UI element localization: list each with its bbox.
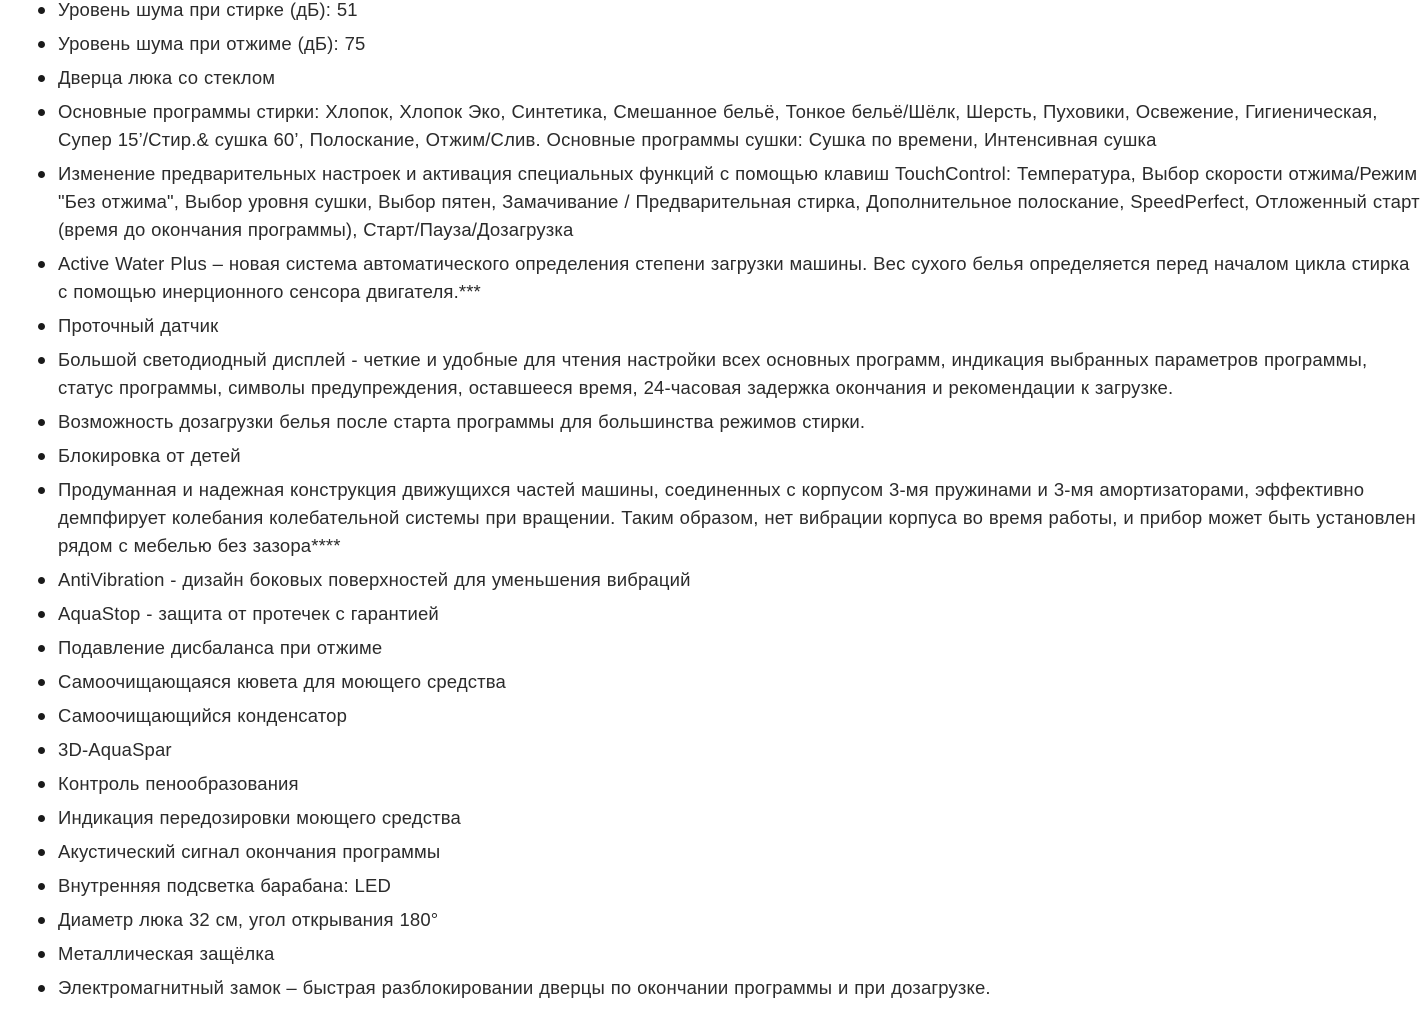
list-item (0, 872, 1425, 900)
list-item (0, 940, 1425, 968)
bullet-icon (38, 171, 45, 178)
list-item-text: 3D-AquaSpar (58, 739, 172, 760)
list-item (0, 30, 1425, 58)
list-item (0, 160, 1425, 244)
list-item (0, 0, 1425, 24)
list-item-text: Контроль пенообразования (58, 773, 299, 794)
list-item-text: Возможность дозагрузки белья после старта программы для большинства режимов стирки. (58, 411, 866, 432)
list-item-text: Большой светодиодный дисплей - четкие и удобные для чтения настройки всех основных программ, индикация выбранных параметров программы, статус программы, символы предупреждения, оставшееся время, 24-часовая задержка окончания и рекомендации к загрузке. (58, 349, 1368, 398)
list-item-text: Основные программы стирки: Хлопок, Хлопок Эко, Синтетика, Смешанное бельё, Тонкое бельё/Шёлк, Шерсть, Пуховики, Освежение, Гигиеническая, Супер 15’/Стир.& сушка 60’, Полоскание, Отжим/Слив. Основные программы сушки: Сушка по времени, Интенсивная сушка (58, 101, 1378, 150)
list-item (0, 906, 1425, 934)
list-item-text: Блокировка от детей (58, 445, 241, 466)
bullet-icon (38, 917, 45, 924)
list-item-text: Подавление дисбаланса при отжиме (58, 637, 383, 658)
list-item-text: Самоочищающийся конденсатор (58, 705, 348, 726)
bullet-icon (38, 7, 45, 14)
list-item-text: Active Water Plus – новая система автоматического определения степени загрузки машины. Вес сухого белья определяется перед началом цикла стирка с помощью инерционного сенсора двигателя.*** (58, 253, 1410, 302)
bullet-icon (38, 883, 45, 890)
bullet-icon (38, 815, 45, 822)
bullet-icon (38, 75, 45, 82)
bullet-icon (38, 261, 45, 268)
bullet-icon (38, 645, 45, 652)
bullet-icon (38, 781, 45, 788)
list-item-text: Акустический сигнал окончания программы (58, 841, 441, 862)
bullet-icon (38, 357, 45, 364)
list-item (0, 476, 1425, 560)
bullet-icon (38, 679, 45, 686)
bullet-icon (38, 951, 45, 958)
list-item-text: Продуманная и надежная конструкция движущихся частей машины, соединенных с корпусом 3-мя пружинами и 3-мя амортизаторами, эффективно демпфирует колебания колебательной системы при вращении. Таким образом, нет вибрации корпуса во время работы, и прибор может быть установлен рядом с мебелью без зазора**** (58, 479, 1416, 556)
bullet-icon (38, 713, 45, 720)
bullet-icon (38, 611, 45, 618)
bullet-icon (38, 747, 45, 754)
list-item (0, 312, 1425, 340)
list-item-text: AquaStop - защита от протечек с гарантией (58, 603, 439, 624)
list-item (0, 702, 1425, 730)
list-item (0, 64, 1425, 92)
bullet-icon (38, 487, 45, 494)
list-item-text: Индикация передозировки моющего средства (58, 807, 461, 828)
list-item (0, 974, 1425, 1002)
list-item (0, 408, 1425, 436)
list-item-text: Проточный датчик (58, 315, 219, 336)
list-item (0, 634, 1425, 662)
list-item-text: Дверца люка со стеклом (58, 67, 276, 88)
list-item (0, 566, 1425, 594)
bullet-icon (38, 109, 45, 116)
list-item (0, 736, 1425, 764)
list-item (0, 346, 1425, 402)
bullet-icon (38, 41, 45, 48)
list-item (0, 838, 1425, 866)
list-item-text: Электромагнитный замок – быстрая разблокировании дверцы по окончании программы и при дозагрузке. (58, 977, 991, 998)
list-item (0, 600, 1425, 628)
bullet-icon (38, 453, 45, 460)
list-item (0, 250, 1425, 306)
bullet-icon (38, 323, 45, 330)
list-item-text: AntiVibration - дизайн боковых поверхностей для уменьшения вибраций (58, 569, 691, 590)
bullet-icon (38, 419, 45, 426)
list-item (0, 770, 1425, 798)
list-item-text: Диаметр люка 32 см, угол открывания 180° (58, 909, 439, 930)
list-item-text: Металлическая защёлка (58, 943, 275, 964)
list-item (0, 98, 1425, 154)
bullet-icon (38, 849, 45, 856)
bullet-icon (38, 577, 45, 584)
list-item-text: Уровень шума при отжиме (дБ): 75 (58, 33, 366, 54)
list-item-text: Изменение предварительных настроек и активация специальных функций с помощью клавиш TouchControl: Температура, Выбор скорости отжима/Режим "Без отжима", Выбор уровня сушки, Выбор пятен, Замачивание / Предварительная стирка, Дополнительное полоскание, SpeedPerfect, Отложенный старт (время до окончания программы), Старт/Пауза/Дозагрузка (58, 163, 1420, 240)
list-item (0, 442, 1425, 470)
list-item-text: Уровень шума при стирке (дБ): 51 (58, 0, 358, 20)
list-item-text: Внутренняя подсветка барабана: LED (58, 875, 391, 896)
list-item-text: Самоочищающаяся кювета для моющего средства (58, 671, 506, 692)
list-item (0, 804, 1425, 832)
bullet-icon (38, 985, 45, 992)
list-item (0, 668, 1425, 696)
